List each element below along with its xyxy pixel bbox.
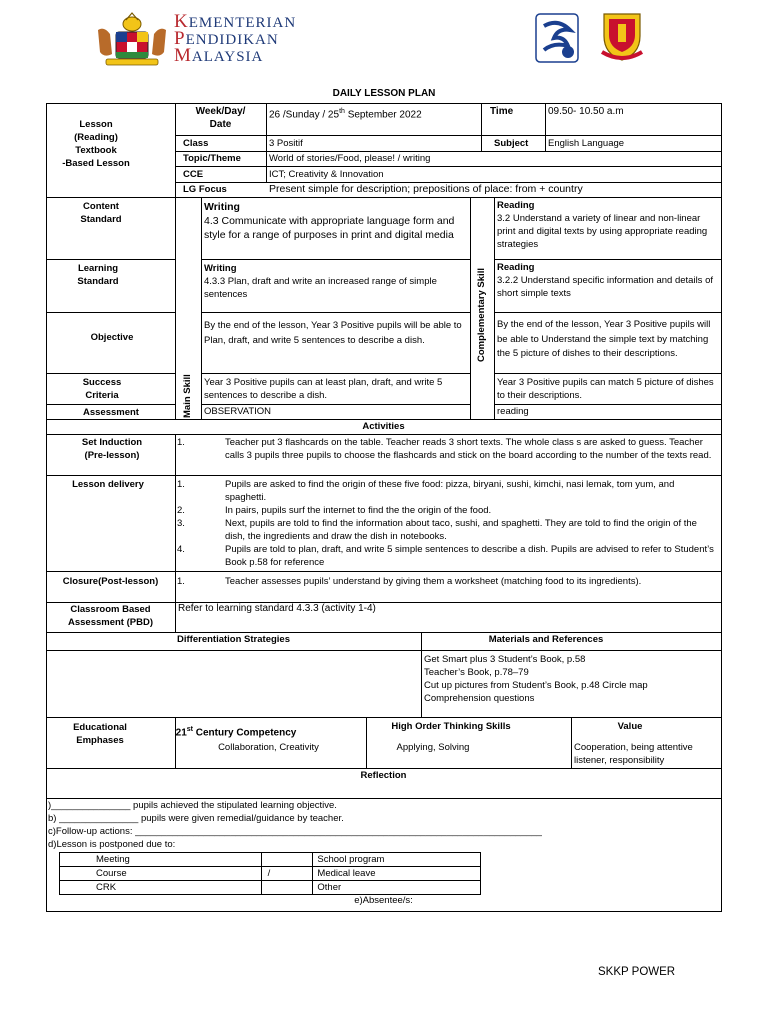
list-item-number: 3. — [177, 518, 185, 529]
ministry-wordmark-line: KEMENTERIAN — [174, 11, 297, 32]
learning-standard-label: Learning Standard — [77, 263, 119, 287]
assessment-label: Assessment — [83, 407, 139, 418]
list-item — [177, 478, 717, 504]
educational-emphases-label: Educational Emphases — [73, 722, 127, 746]
list-item-text: Pupils are asked to find the origin of these five food: pizza, biryani, sushi, kimchi, nasi lemak, tom yum, and spaghetti. — [225, 479, 675, 503]
table-cell: Medical leave — [313, 867, 481, 881]
lesson-delivery-label: Lesson delivery — [72, 479, 144, 490]
content-comp-text: 3.2 Understand a variety of linear and non-linear print and digital texts by using appropriate reading strategies — [497, 213, 708, 250]
week-value-suffix: th — [339, 108, 345, 115]
class-label: Class — [183, 138, 209, 149]
list-item-text: Next, pupils are told to find the information about taco, sushi, and spaghetti. They are told to find the origin of the dish, the ingredients and draw the dish in notebooks. — [225, 518, 697, 542]
century-text: Century Competency — [193, 727, 297, 739]
differentiation-heading: Differentiation Strategies — [177, 634, 290, 645]
ministry-wordmark-line: MALAYSIA — [174, 45, 264, 66]
century-number: 21 — [175, 727, 187, 739]
century-suffix: st — [186, 726, 193, 733]
week-value-text: 26 /Sunday / 25 — [269, 109, 340, 121]
success-criteria-main: Year 3 Positive pupils can at least plan, draft, and write 5 sentences to describe a dish. — [204, 377, 443, 401]
content-standard-label: Content Standard — [80, 201, 122, 225]
learning-comp-text: 3.2.2 Understand specific information and details of short simple texts — [497, 275, 713, 299]
lg-focus-value: Present simple for description; prepositions of place: from + country — [269, 183, 583, 195]
complementary-skill-label: Complementary Skill — [476, 268, 487, 362]
list-item-text: Teacher assesses pupils’ understand by giving them a worksheet (matching food to its ingredients). — [225, 576, 642, 587]
list-item — [177, 504, 717, 517]
table-cell — [261, 881, 313, 895]
time-value: 09.50- 10.50 a.m — [548, 106, 624, 117]
time-label: Time — [490, 106, 514, 117]
learning-main-text: 4.3.3 Plan, draft and write an increased range of simple sentences — [204, 276, 437, 300]
table-cell: / — [261, 867, 313, 881]
list-item-number: 4. — [177, 544, 185, 555]
table-cell: Meeting — [60, 853, 262, 867]
materials-heading: Materials and References — [488, 634, 604, 645]
century-competency-value: Collaboration, Creativity — [218, 742, 319, 753]
subject-label: Subject — [494, 138, 529, 149]
ministry-wordmark-line: PENDIDIKAN — [174, 28, 279, 49]
footer-brand: SKKP POWER — [598, 966, 676, 978]
set-induction-label: Set Induction (Pre-lesson) — [81, 437, 143, 461]
objective-main: By the end of the lesson, Year 3 Positive pupils will be able to Plan, draft, and write 5 sentences to describe a dish. — [204, 320, 462, 346]
ministry-wordmark — [174, 11, 297, 66]
list-item-text: Pupils are told to plan, draft, and write 5 simple sentences to describe a dish. Pupils are advised to refer to Student’s Book p.58 for reference — [225, 544, 714, 568]
table-cell — [261, 853, 313, 867]
content-main-title: Writing — [204, 201, 240, 213]
learning-comp-title: Reading — [497, 262, 535, 273]
list-item-text: In pairs, pupils surf the internet to find the the origin of the food. — [225, 505, 492, 516]
assessment-comp: reading — [497, 406, 529, 417]
reflection-line: d)Lesson is postponed due to: — [48, 839, 176, 850]
reflection-line: b) _______________ pupils were given remedial/guidance by teacher. — [48, 813, 344, 824]
malaysia-coat-of-arms-logo — [92, 10, 172, 68]
list-item — [177, 436, 717, 462]
list-item-number: 1. — [177, 576, 185, 587]
value-value: Cooperation, being attentive listener, responsibility — [574, 742, 693, 766]
pbd-label: Classroom Based Assessment (PBD) — [68, 604, 153, 628]
class-value: 3 Positif — [269, 138, 303, 149]
learning-standard-main — [204, 262, 468, 301]
lg-focus-label: LG Focus — [183, 184, 227, 195]
list-item-number: 2. — [177, 505, 185, 516]
table-cell: Other — [313, 881, 481, 895]
learning-standard-comp — [497, 261, 719, 300]
content-standard-comp — [497, 199, 719, 251]
reflection-line: c)Follow-up actions: _____________________________________________________________________________ — [48, 826, 542, 837]
list-item-text: Teacher put 3 flashcards on the table. Teacher reads 3 short texts. The whole class s are asked to guess. Teacher calls 3 pupils three pupils to choose the flashcards and stick on the board according to the number of the texts read. — [225, 437, 712, 461]
objective-comp: By the end of the lesson, Year 3 Positive pupils will be able to Understand the simple text by matching the 5 picture of dishes to their descriptions. — [497, 319, 711, 359]
school-emblem-logo — [534, 12, 580, 64]
content-comp-title: Reading — [497, 200, 535, 211]
table-cell: School program — [313, 853, 481, 867]
closure-label: Closure(Post-lesson) — [62, 576, 159, 587]
document-title: DAILY LESSON PLAN — [332, 88, 436, 99]
list-item-number: 1. — [177, 437, 185, 448]
postpone-reason-table — [59, 852, 481, 895]
reflection-heading: Reflection — [360, 770, 407, 781]
cce-value: ICT; Creativity & Innovation — [269, 169, 384, 180]
pbd-value: Refer to learning standard 4.3.3 (activity 1-4) — [178, 603, 376, 614]
week-value-month: September 2022 — [347, 109, 422, 121]
reflection-lines — [48, 799, 718, 851]
subject-value: English Language — [548, 138, 625, 149]
table-row — [60, 867, 481, 881]
table-row — [60, 881, 481, 895]
hots-value: Applying, Solving — [396, 742, 470, 753]
topic-value: World of stories/Food, please! / writing — [269, 153, 431, 164]
list-item — [177, 575, 717, 588]
value-label: Value — [617, 721, 643, 732]
topic-label: Topic/Theme — [183, 153, 241, 164]
list-item: Cut up pictures from Student’s Book, p.48 Circle map — [424, 680, 648, 691]
content-standard-main — [204, 200, 468, 242]
list-item-number: 1. — [177, 479, 185, 490]
activities-heading: Activities — [362, 421, 405, 432]
objective-label: Objective — [90, 332, 134, 343]
assessment-main: OBSERVATION — [204, 406, 272, 417]
main-skill-label: Main Skill — [182, 374, 193, 418]
week-value — [269, 105, 479, 121]
set-induction-list — [177, 436, 717, 462]
table-row — [60, 853, 481, 867]
table-cell: Course — [60, 867, 262, 881]
materials-list — [424, 653, 720, 705]
century-competency-label — [175, 723, 297, 739]
closure-list — [177, 575, 717, 588]
content-main-text: 4.3 Communicate with appropriate language form and style for a range of purposes in print and digital media — [204, 215, 455, 241]
lesson-delivery-list — [177, 478, 717, 569]
reflection-line: )_______________ pupils achieved the stipulated learning objective. — [48, 800, 337, 811]
list-item — [177, 543, 717, 569]
success-criteria-comp: Year 3 Positive pupils can match 5 picture of dishes to their descriptions. — [497, 377, 714, 401]
cce-label: CCE — [183, 169, 204, 180]
lesson-type-label: Lesson (Reading) Textbook -Based Lesson — [62, 119, 130, 169]
list-item — [177, 517, 717, 543]
learning-main-title: Writing — [204, 263, 237, 274]
school-crest-logo — [598, 8, 646, 64]
list-item: Teacher’s Book, p.78–79 — [424, 667, 529, 678]
hots-label: High Order Thinking Skills — [391, 721, 511, 732]
list-item: Comprehension questions — [424, 693, 535, 704]
success-criteria-label: Success Criteria — [82, 377, 122, 401]
table-cell: CRK — [60, 881, 262, 895]
week-label: Week/Day/ Date — [195, 106, 246, 130]
list-item: Get Smart plus 3 Student’s Book, p.58 — [424, 654, 586, 665]
absentee-label: e)Absentee/s: — [354, 895, 413, 906]
